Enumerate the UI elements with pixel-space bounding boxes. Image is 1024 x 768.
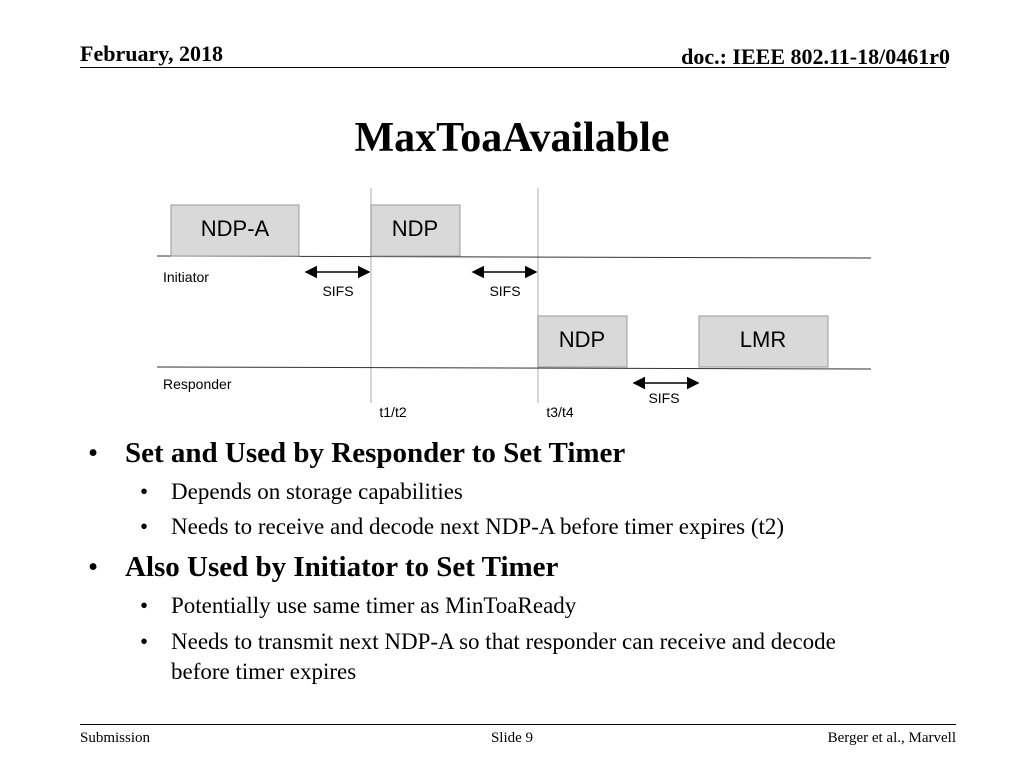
bullet-text: Set and Used by Responder to Set Timer <box>125 437 626 469</box>
sifs-label-2: SIFS <box>489 283 521 299</box>
sub-bullet-text: Potentially use same timer as MinToaReady <box>171 593 577 618</box>
bullet-dot: • <box>88 551 99 583</box>
t1-t2-label: t1/t2 <box>379 404 407 420</box>
footer-authors: Berger et al., Marvell <box>827 730 956 746</box>
sub-bullet-dot: • <box>140 629 149 654</box>
footer-divider <box>80 724 956 725</box>
slide-title: MaxToaAvailable <box>354 115 670 161</box>
frame-ndp-initiator <box>371 205 460 256</box>
t3-t4-label: t3/t4 <box>546 404 574 420</box>
initiator-label: Initiator <box>163 269 209 285</box>
frame-ndp-initiator-label: NDP <box>391 216 439 241</box>
bullet-dot: • <box>88 437 99 469</box>
frame-lmr-label: LMR <box>739 327 787 352</box>
sub-bullet-text: Depends on storage capabilities <box>171 479 463 504</box>
bullet-text: Also Used by Initiator to Set Timer <box>125 551 559 583</box>
sub-bullet-text: Needs to transmit next NDP-A so that responder can receive and decode before timer expires <box>171 629 836 684</box>
header-doc-id: doc.: IEEE 802.11-18/0461r0 <box>681 44 950 69</box>
frame-ndp-responder-label: NDP <box>558 327 606 352</box>
header-date: February, 2018 <box>80 41 223 66</box>
sifs-label-1: SIFS <box>322 283 354 299</box>
frame-ndpa-label: NDP-A <box>200 216 270 241</box>
sub-bullet-dot: • <box>140 514 149 539</box>
frame-ndpa <box>171 205 299 256</box>
frame-ndp-responder <box>538 316 627 367</box>
frame-lmr <box>699 316 828 367</box>
footer-slide-number: Slide 9 <box>490 730 534 746</box>
sub-bullet-text: Needs to receive and decode next NDP-A before timer expires (t2) <box>171 514 785 539</box>
sub-bullet-dot: • <box>140 593 149 618</box>
responder-label: Responder <box>163 376 232 392</box>
sifs-label-3: SIFS <box>648 390 680 406</box>
footer-submission: Submission <box>80 730 151 746</box>
sub-bullet-dot: • <box>140 479 149 504</box>
